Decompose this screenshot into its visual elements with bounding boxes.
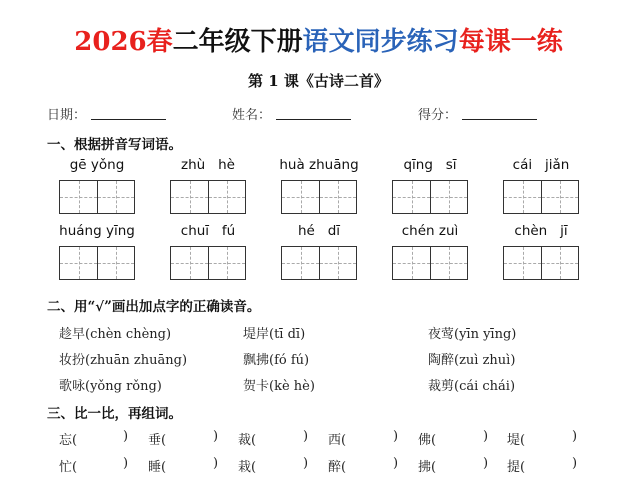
reading-choice-item[interactable]: 裁剪(cái chái) [428,379,516,394]
compare-char: 堤( [507,433,526,448]
compare-char: 佛( [418,433,437,448]
grid-cell[interactable] [97,247,134,279]
date-field[interactable] [91,119,166,120]
section-2-heading: 二、用“√”画出加点字的正确读音。 [47,299,261,315]
grid-cell[interactable] [393,247,430,279]
compare-char: 裁( [238,433,257,448]
grid-cell[interactable] [171,181,208,213]
compare-close: ) [572,456,578,471]
reading-choice-item[interactable]: 飘拂(fó fú) [243,353,310,368]
writing-grid[interactable] [59,246,135,280]
grid-cell[interactable] [430,181,467,213]
compare-close: ) [393,429,399,444]
compare-close: ) [572,429,578,444]
pinyin-label: chèn jī [514,223,568,239]
compare-close: ) [123,429,129,444]
reading-choice-item[interactable]: 妆扮(zhuān zhuāng) [59,353,188,368]
pinyin-label: huà zhuāng [279,157,359,173]
writing-grid[interactable] [59,180,135,214]
section-1-heading: 一、根据拼音写词语。 [47,137,182,153]
compare-close: ) [213,456,219,471]
name-label: 姓名： [232,108,272,123]
compare-char: 忘( [59,433,78,448]
reading-choice-item[interactable]: 趁早(chèn chèng) [59,327,172,342]
grid-cell[interactable] [541,181,578,213]
reading-choice-item[interactable]: 夜莺(yīn yīng) [428,327,517,342]
writing-grid[interactable] [392,246,468,280]
grid-cell[interactable] [282,247,319,279]
writing-grid[interactable] [503,246,579,280]
compare-char: 西( [328,433,347,448]
pinyin-label: huáng yīng [59,223,135,239]
reading-choice-item[interactable]: 堤岸(tī dī) [243,327,306,342]
pinyin-label: zhù hè [181,157,235,173]
writing-grid[interactable] [170,246,246,280]
grid-cell[interactable] [97,181,134,213]
grid-cell[interactable] [504,181,541,213]
compare-char: 提( [507,460,526,475]
reading-choice-item[interactable]: 贺卡(kè hè) [243,379,315,394]
title-tagline: 每课一练 [458,27,563,57]
compare-close: ) [303,456,309,471]
grid-cell[interactable] [430,247,467,279]
title-subject: 语文同步练习 [302,27,459,57]
grid-cell[interactable] [282,181,319,213]
compare-char: 睡( [148,460,167,475]
writing-grid[interactable] [392,180,468,214]
grid-cell[interactable] [60,181,97,213]
compare-close: ) [123,456,129,471]
grid-cell[interactable] [541,247,578,279]
compare-char: 醉( [328,460,347,475]
writing-grid[interactable] [170,180,246,214]
pinyin-label: hé dī [297,223,341,239]
title-grade: 二年级下册 [172,27,303,57]
reading-choice-item[interactable]: 陶醉(zuì zhuì) [428,353,516,368]
grid-cell[interactable] [171,247,208,279]
writing-grid[interactable] [281,180,357,214]
page-title [0,26,637,58]
compare-close: ) [303,429,309,444]
compare-char: 忙( [59,460,78,475]
title-year: 2026春 [74,27,173,57]
grid-cell[interactable] [504,247,541,279]
compare-close: ) [213,429,219,444]
compare-char: 垂( [148,433,167,448]
grid-cell[interactable] [393,181,430,213]
grid-cell[interactable] [208,247,245,279]
writing-grid[interactable] [503,180,579,214]
grid-cell[interactable] [60,247,97,279]
pinyin-label: cái jiǎn [512,157,570,173]
writing-grid[interactable] [281,246,357,280]
date-label: 日期： [47,108,87,123]
score-label: 得分： [418,108,458,123]
compare-char: 拂( [418,460,437,475]
pinyin-label: chuī fú [180,223,236,239]
lesson-subtitle: 第 1 课《古诗二首》 [248,72,389,90]
compare-close: ) [483,429,489,444]
grid-cell[interactable] [208,181,245,213]
pinyin-label: chén zuì [401,223,459,239]
grid-cell[interactable] [319,247,356,279]
reading-choice-item[interactable]: 歌咏(yǒng rǒng) [59,379,162,394]
pinyin-label: gē yǒng [69,157,125,173]
compare-char: 栽( [238,460,257,475]
compare-close: ) [483,456,489,471]
name-field[interactable] [276,119,351,120]
pinyin-label: qīng sī [403,157,457,173]
section-3-heading: 三、比一比，再组词。 [47,406,182,422]
score-field[interactable] [462,119,537,120]
compare-close: ) [393,456,399,471]
grid-cell[interactable] [319,181,356,213]
